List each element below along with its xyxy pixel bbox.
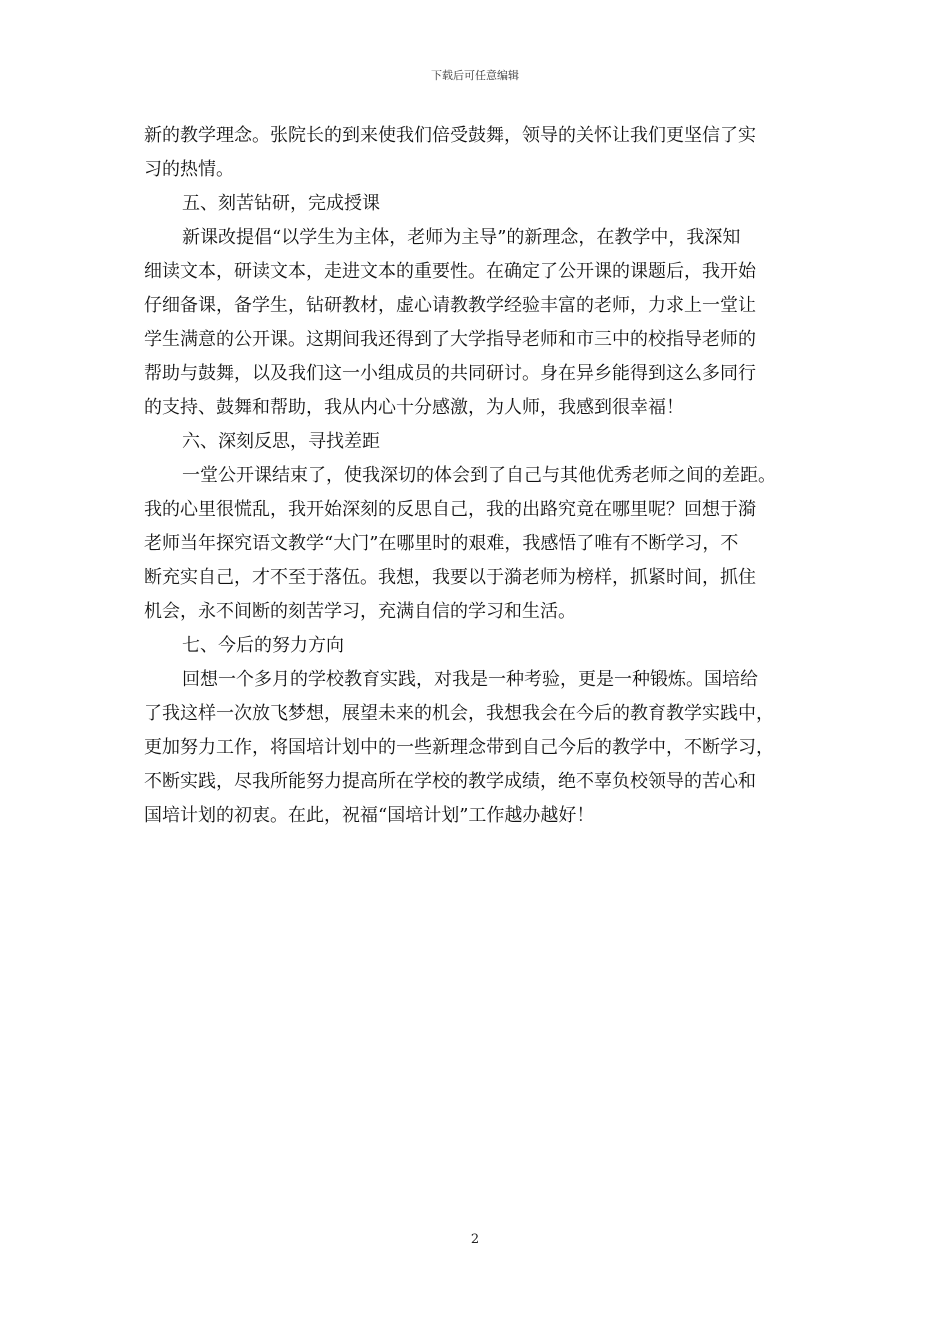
- paragraph-line: 的支持、鼓舞和帮助，我从内心十分感激，为人师，我感到很幸福！: [144, 397, 684, 418]
- paragraph-line: 不断实践，尽我所能努力提高所在学校的教学成绩，绝不辜负校领导的苦心和: [144, 771, 756, 792]
- paragraph-line: 了我这样一次放飞梦想，展望未来的机会，我想我会在今后的教育教学实践中，: [144, 703, 774, 724]
- paragraph-line: 仔细备课，备学生，钻研教材，虚心请教教学经验丰富的老师，力求上一堂让: [144, 295, 756, 316]
- paragraph-line: 帮助与鼓舞，以及我们这一小组成员的共同研讨。身在异乡能得到这么多同行: [144, 363, 756, 384]
- paragraph-line: 习的热情。: [144, 159, 234, 180]
- paragraph-line: 新的教学理念。张院长的到来使我们倍受鼓舞，领导的关怀让我们更坚信了实: [144, 125, 756, 146]
- paragraph-line: 国培计划的初衷。在此，祝福“国培计划”工作越办越好！: [144, 805, 595, 826]
- paragraph-line: 学生满意的公开课。这期间我还得到了大学指导老师和市三中的校指导老师的: [144, 329, 756, 350]
- paragraph-line: 机会，永不间断的刻苦学习，充满自信的学习和生活。: [144, 601, 576, 622]
- paragraph-line: 回想一个多月的学校教育实践，对我是一种考验，更是一种锻炼。国培给: [182, 669, 758, 690]
- paragraph-line: 细读文本，研读文本，走进文本的重要性。在确定了公开课的课题后，我开始: [144, 261, 756, 282]
- paragraph-line: 新课改提倡“以学生为主体，老师为主导”的新理念，在教学中，我深知: [182, 227, 741, 248]
- section-heading: 五、刻苦钻研，完成授课: [182, 193, 380, 214]
- paragraph-line: 一堂公开课结束了，使我深切的体会到了自己与其他优秀老师之间的差距。: [182, 465, 776, 486]
- document-body: [144, 119, 810, 833]
- paragraph-line: 更加努力工作，将国培计划中的一些新理念带到自己今后的教学中，不断学习，: [144, 737, 774, 758]
- section-heading: 七、今后的努力方向: [182, 635, 344, 656]
- paragraph-line: 老师当年探究语文教学“大门”在哪里时的艰难，我感悟了唯有不断学习，不: [144, 533, 739, 554]
- paragraph-line: 断充实自己，才不至于落伍。我想，我要以于漪老师为榜样，抓紧时间，抓住: [144, 567, 756, 588]
- section-heading: 六、深刻反思，寻找差距: [182, 431, 380, 452]
- page-number: 2: [470, 1232, 480, 1247]
- page-header: 下载后可任意编辑: [431, 69, 519, 82]
- paragraph-line: 我的心里很慌乱，我开始深刻的反思自己，我的出路究竟在哪里呢？回想于漪: [144, 499, 756, 520]
